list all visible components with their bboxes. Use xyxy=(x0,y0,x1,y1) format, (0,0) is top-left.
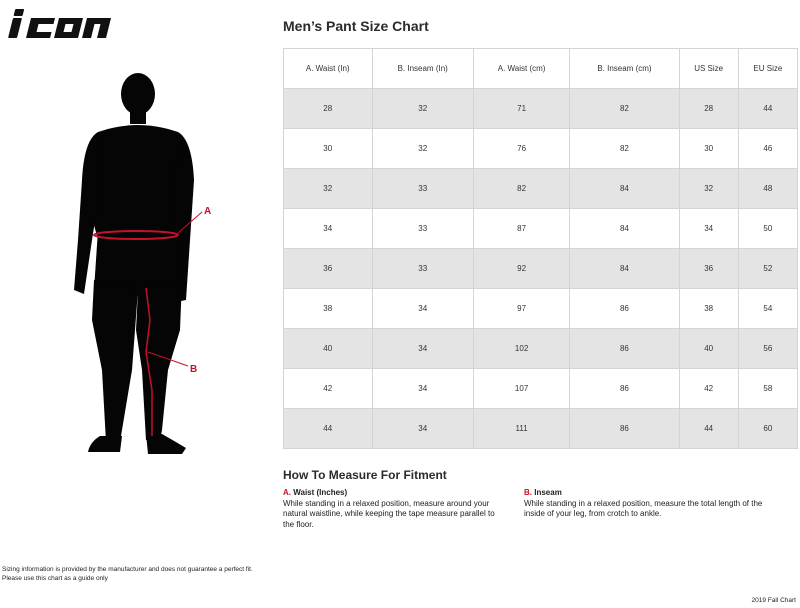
table-cell: 34 xyxy=(372,289,473,329)
table-cell: 44 xyxy=(284,409,373,449)
table-cell: 97 xyxy=(473,289,569,329)
table-cell: 82 xyxy=(473,169,569,209)
table-cell: 42 xyxy=(284,369,373,409)
table-cell: 36 xyxy=(284,249,373,289)
measure-waist-text: While standing in a relaxed position, measure around your natural waistline, while keeping the tape measure parallel to the floor. xyxy=(283,498,495,529)
column-header: B. Inseam (cm) xyxy=(570,49,679,89)
table-cell: 48 xyxy=(738,169,797,209)
table-cell: 54 xyxy=(738,289,797,329)
table-cell: 28 xyxy=(284,89,373,129)
label-a: A xyxy=(204,206,212,217)
table-cell: 32 xyxy=(679,169,738,209)
table-cell: 44 xyxy=(738,89,797,129)
table-cell: 102 xyxy=(473,329,569,369)
measure-inseam-heading xyxy=(524,488,764,499)
table-cell: 52 xyxy=(738,249,797,289)
table-cell: 33 xyxy=(372,169,473,209)
table-cell: 111 xyxy=(473,409,569,449)
table-cell: 46 xyxy=(738,129,797,169)
icon-brand-logo xyxy=(4,6,138,42)
label-b: B xyxy=(190,364,198,375)
table-cell: 82 xyxy=(570,89,679,129)
page-title: Men’s Pant Size Chart xyxy=(283,18,429,34)
table-cell: 87 xyxy=(473,209,569,249)
column-header: A. Waist (cm) xyxy=(473,49,569,89)
table-cell: 84 xyxy=(570,209,679,249)
measure-inseam-letter: B. xyxy=(524,488,532,497)
table-cell: 32 xyxy=(284,169,373,209)
measure-waist xyxy=(283,488,508,530)
table-cell: 86 xyxy=(570,329,679,369)
table-header-row xyxy=(284,49,798,89)
table-cell: 32 xyxy=(372,89,473,129)
table-cell: 86 xyxy=(570,369,679,409)
column-header: US Size xyxy=(679,49,738,89)
table-cell: 92 xyxy=(473,249,569,289)
table-cell: 33 xyxy=(372,209,473,249)
table-cell: 86 xyxy=(570,409,679,449)
table-row xyxy=(284,129,798,169)
chart-edition-note: 2019 Fall Chart xyxy=(751,597,796,604)
table-row xyxy=(284,89,798,129)
table-cell: 107 xyxy=(473,369,569,409)
measure-section-title: How To Measure For Fitment xyxy=(283,468,447,482)
disclaimer xyxy=(2,565,253,583)
table-cell: 38 xyxy=(284,289,373,329)
table-cell: 30 xyxy=(284,129,373,169)
column-header: A. Waist (In) xyxy=(284,49,373,89)
table-cell: 32 xyxy=(372,129,473,169)
table-cell: 28 xyxy=(679,89,738,129)
measure-waist-letter: A. xyxy=(283,488,291,497)
column-header: EU Size xyxy=(738,49,797,89)
table-row xyxy=(284,289,798,329)
table-cell: 58 xyxy=(738,369,797,409)
table-cell: 38 xyxy=(679,289,738,329)
table-cell: 71 xyxy=(473,89,569,129)
measure-waist-heading xyxy=(283,488,508,499)
table-cell: 34 xyxy=(284,209,373,249)
measure-inseam xyxy=(524,488,764,520)
measure-inseam-text: While standing in a relaxed position, measure the total length of the inside of your leg, from crotch to ankle. xyxy=(524,498,763,518)
table-body xyxy=(284,89,798,449)
table-cell: 84 xyxy=(570,169,679,209)
table-cell: 42 xyxy=(679,369,738,409)
measure-inseam-name: Inseam xyxy=(534,488,562,497)
table-row xyxy=(284,249,798,289)
table-cell: 86 xyxy=(570,289,679,329)
table-row xyxy=(284,369,798,409)
table-cell: 76 xyxy=(473,129,569,169)
table-row xyxy=(284,409,798,449)
column-header: B. Inseam (In) xyxy=(372,49,473,89)
measure-waist-name: Waist (Inches) xyxy=(293,488,348,497)
logo-text: ICON xyxy=(4,6,7,7)
table-cell: 84 xyxy=(570,249,679,289)
disclaimer-line-2: Please use this chart as a guide only xyxy=(2,575,108,582)
disclaimer-line-1: Sizing information is provided by the manufacturer and does not guarantee a perfect fit. xyxy=(2,566,253,573)
table-row xyxy=(284,209,798,249)
table-cell: 34 xyxy=(679,209,738,249)
table-cell: 56 xyxy=(738,329,797,369)
table-cell: 33 xyxy=(372,249,473,289)
table-cell: 40 xyxy=(679,329,738,369)
table-row xyxy=(284,169,798,209)
table-cell: 34 xyxy=(372,369,473,409)
table-cell: 34 xyxy=(372,409,473,449)
table-cell: 60 xyxy=(738,409,797,449)
table-cell: 50 xyxy=(738,209,797,249)
table-cell: 36 xyxy=(679,249,738,289)
table-cell: 40 xyxy=(284,329,373,369)
table-row xyxy=(284,329,798,369)
table-cell: 30 xyxy=(679,129,738,169)
measurement-figure xyxy=(70,70,230,460)
table-cell: 34 xyxy=(372,329,473,369)
table-cell: 82 xyxy=(570,129,679,169)
size-chart-table xyxy=(283,48,798,449)
table-cell: 44 xyxy=(679,409,738,449)
